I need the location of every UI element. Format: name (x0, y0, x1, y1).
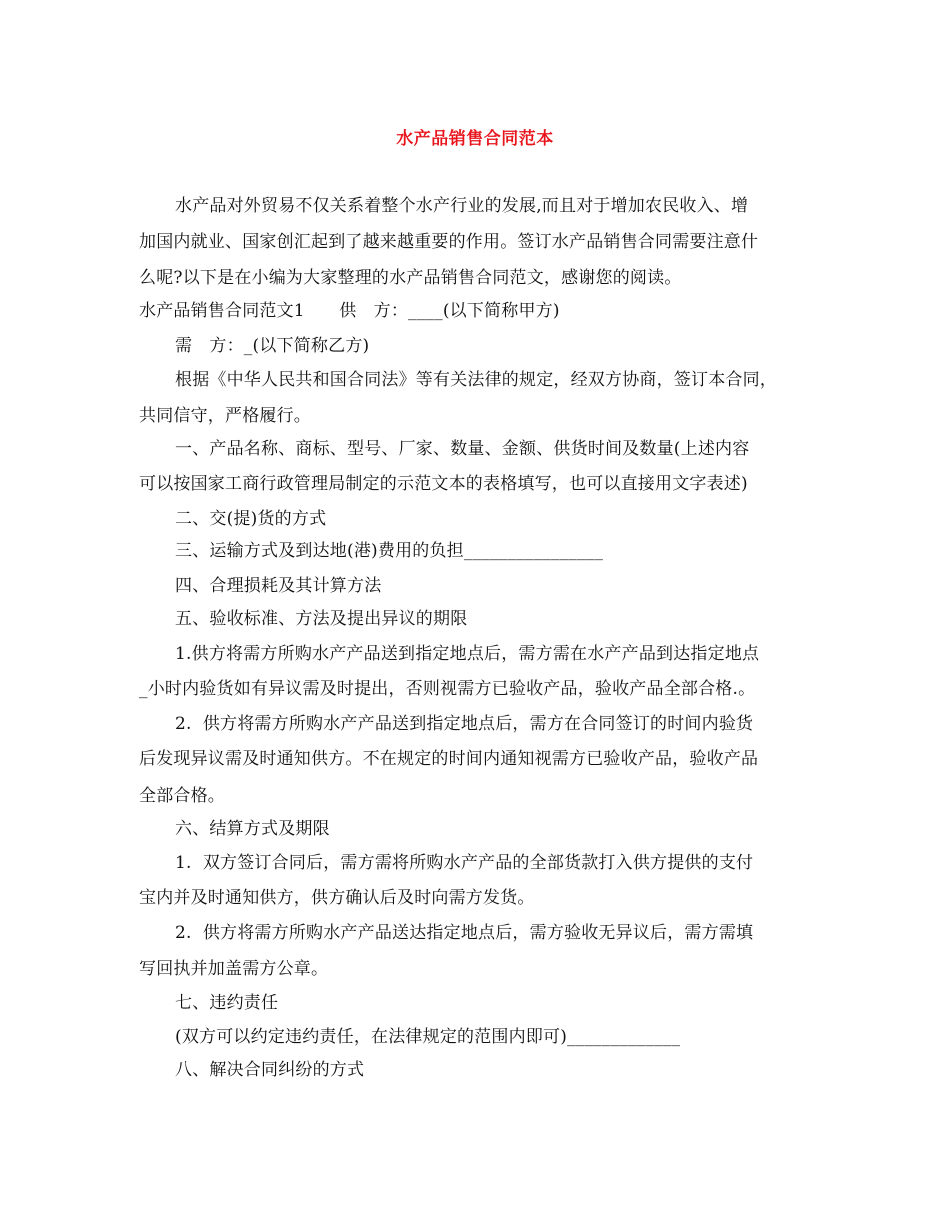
paragraph-line: 全部合格。 (139, 786, 225, 806)
paragraph-line: _小时内验货如有异议需及时提出，否则视需方已验收产品，验收产品全部合格.。 (139, 679, 756, 699)
paragraph-line: 需 方：_(以下简称乙方) (175, 336, 370, 356)
paragraph-line: 1.供方将需方所购水产产品送到指定地点后，需方需在水产产品到达指定地点 (175, 644, 760, 664)
paragraph-line: 可以按国家工商行政管理局制定的示范文本的表格填写，也可以直接用文字表述) (139, 474, 748, 494)
document-title: 水产品销售合同范本 (396, 129, 554, 149)
paragraph-line: 八、解决合同纠纷的方式 (175, 1060, 365, 1080)
paragraph-line: 根据《中华人民共和国合同法》等有关法律的规定，经双方协商，签订本合同， (175, 370, 777, 390)
paragraph-line: 五、验收标准、方法及提出异议的期限 (175, 609, 468, 629)
paragraph-line: 三、运输方式及到达地(港)费用的负担________________ (175, 541, 604, 561)
paragraph-line: (双方可以约定违约责任，在法律规定的范围内即可)_____________ (175, 1027, 681, 1047)
paragraph-line: 1. 双方签订合同后，需方需将所购水产产品的全部货款打入供方提供的支付 (175, 853, 754, 873)
paragraph-line: 六、结算方式及期限 (175, 819, 330, 839)
paragraph-line: 后发现异议需及时通知供方。不在规定的时间内通知视需方已验收产品，验收产品 (139, 749, 759, 769)
paragraph-line: 宝内并及时通知供方，供方确认后及时向需方发货。 (139, 888, 535, 908)
paragraph-line: 一、产品名称、商标、型号、厂家、数量、金额、供货时间及数量(上述内容 (175, 439, 750, 459)
paragraph-line: 共同信守，严格履行。 (139, 406, 311, 426)
paragraph-line: 四、合理损耗及其计算方法 (175, 576, 382, 596)
paragraph-line: 么呢?以下是在小编为大家整理的水产品销售合同范文，感谢您的阅读。 (139, 268, 682, 288)
paragraph-line: 2. 供方将需方所购水产产品送达指定地点后，需方验收无异议后，需方需填 (175, 923, 754, 943)
paragraph-line: 七、违约责任 (175, 993, 279, 1013)
paragraph-line: 2. 供方将需方所购水产产品送到指定地点后，需方在合同签订的时间内验货 (175, 714, 754, 734)
paragraph-line: 写回执并加盖需方公章。 (139, 959, 329, 979)
paragraph-line: 水产品对外贸易不仅关系着整个水产行业的发展,而且对于增加农民收入、增 (175, 196, 749, 216)
paragraph-line: 水产品销售合同范文1 供 方：____(以下简称甲方) (139, 301, 560, 321)
paragraph-line: 加国内就业、国家创汇起到了越来越重要的作用。签订水产品销售合同需要注意什 (139, 232, 759, 252)
paragraph-line: 二、交(提)货的方式 (175, 509, 327, 529)
